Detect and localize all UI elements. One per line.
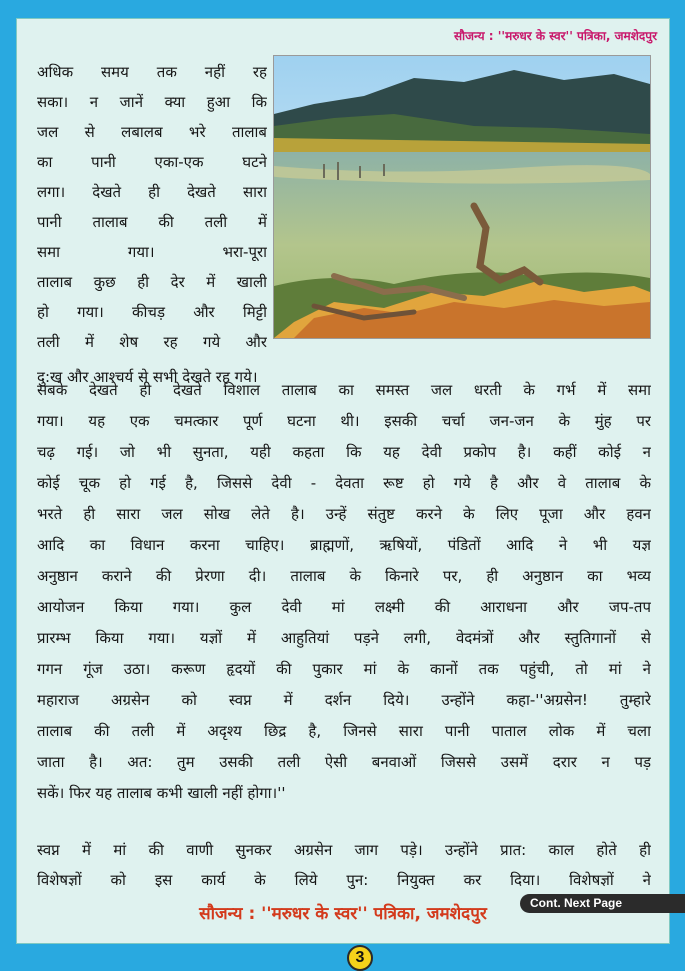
paragraph-body bbox=[37, 835, 651, 895]
footer-credit: सौजन्य : ''मरुधर के स्वर'' पत्रिका, जमशेदपुर bbox=[199, 904, 487, 924]
text-line: गगन गूंज उठा। करूण हृदयों की पुकार मां के कानों तक पहुंची, तो मां ने bbox=[37, 660, 651, 678]
text-line: सबके देखते ही देखते विशाल तालाब का समस्त जल धरती के गर्भ में समा bbox=[37, 381, 651, 399]
text-line: स्वप्न में मां की वाणी सुनकर अग्रसेन जाग पड़े। उन्होंने प्रात: काल होते ही bbox=[37, 841, 651, 859]
text-line: आयोजन किया गया। कुल देवी मां लक्ष्मी की आराधना और जप-तप bbox=[37, 598, 651, 616]
text-line: अनुष्ठान कराने की प्रेरणा दी। तालाब के किनारे पर, ही अनुष्ठान का भव्य bbox=[37, 567, 651, 585]
text-line: सकें। फिर यह तालाब कभी खाली नहीं होगा।'' bbox=[37, 784, 286, 802]
text-line: विशेषज्ञों को इस कार्य के लिये पुन: नियुक्त कर दिया। विशेषज्ञों ने bbox=[37, 871, 651, 889]
text-line: आदि का विधान करना चाहिए। ब्राह्मणों, ऋषियों, पंडितों आदि ने भी यज्ञ bbox=[37, 536, 651, 554]
column-end-line: दु:ख और आश्चर्य से सभी देखते रह गये। bbox=[37, 368, 258, 386]
text-line: कोई चूक हो गई है, जिससे देवी - देवता रूष्ट हो गये है और वे तालाब के bbox=[37, 474, 651, 492]
text-line: चढ़ गई। जो भी सुनता, यही कहता कि यह देवी प्रकोप है। कहीं कोई न bbox=[37, 443, 651, 461]
text-line: सका। न जानें क्या हुआ कि bbox=[37, 93, 267, 111]
text-line: जाता है। अत: तुम उसकी तली ऐसी बनवाओं जिससे उसमें दरार न पड़ bbox=[37, 753, 651, 771]
text-line: गया। यह एक चमत्कार पूर्ण घटना थी। इसकी चर्चा जन-जन के मुंह पर bbox=[37, 412, 651, 430]
page-number: 3 bbox=[347, 945, 373, 971]
text-line: महाराज अग्रसेन को स्वप्न में दर्शन दिये। उन्होंने कहा-''अग्रसेन! तुम्हारे bbox=[37, 691, 651, 709]
text-line: लगा। देखते ही देखते सारा bbox=[37, 183, 267, 201]
text-line: समा गया। भरा-पूरा bbox=[37, 243, 267, 261]
continue-next-page-label: Cont. Next Page bbox=[520, 894, 685, 913]
lake-photo bbox=[273, 55, 651, 339]
lake-with-hills-and-driftwood-image bbox=[274, 56, 650, 338]
paragraph-body bbox=[37, 375, 651, 809]
wrapped-paragraph bbox=[37, 57, 267, 357]
text-line: हो गया। कीचड़ और मिट्टी bbox=[37, 303, 267, 321]
header-credit: सौजन्य : ''मरुधर के स्वर'' पत्रिका, जमशेदपुर bbox=[453, 29, 657, 43]
text-line: भरते ही सारा जल सोख लेते है। उन्हें संतुष्ट करने के लिए पूजा और हवन bbox=[37, 505, 651, 523]
text-line: अधिक समय तक नहीं रह bbox=[37, 63, 267, 81]
text-line: तली में शेष रह गये और bbox=[37, 333, 267, 351]
magazine-page bbox=[16, 18, 670, 966]
text-line: पानी तालाब की तली में bbox=[37, 213, 267, 231]
text-line: प्रारम्भ किया गया। यज्ञों में आहुतियां पड़ने लगी, वेदमंत्रों और स्तुतिगानों से bbox=[37, 629, 651, 647]
text-line: जल से लबालब भरे तालाब bbox=[37, 123, 267, 141]
text-line: का पानी एका-एक घटने bbox=[37, 153, 267, 171]
text-line: तालाब की तली में अदृश्य छिद्र है, जिनसे सारा पानी पाताल लोक में चला bbox=[37, 722, 651, 740]
text-line: तालाब कुछ ही देर में खाली bbox=[37, 273, 267, 291]
